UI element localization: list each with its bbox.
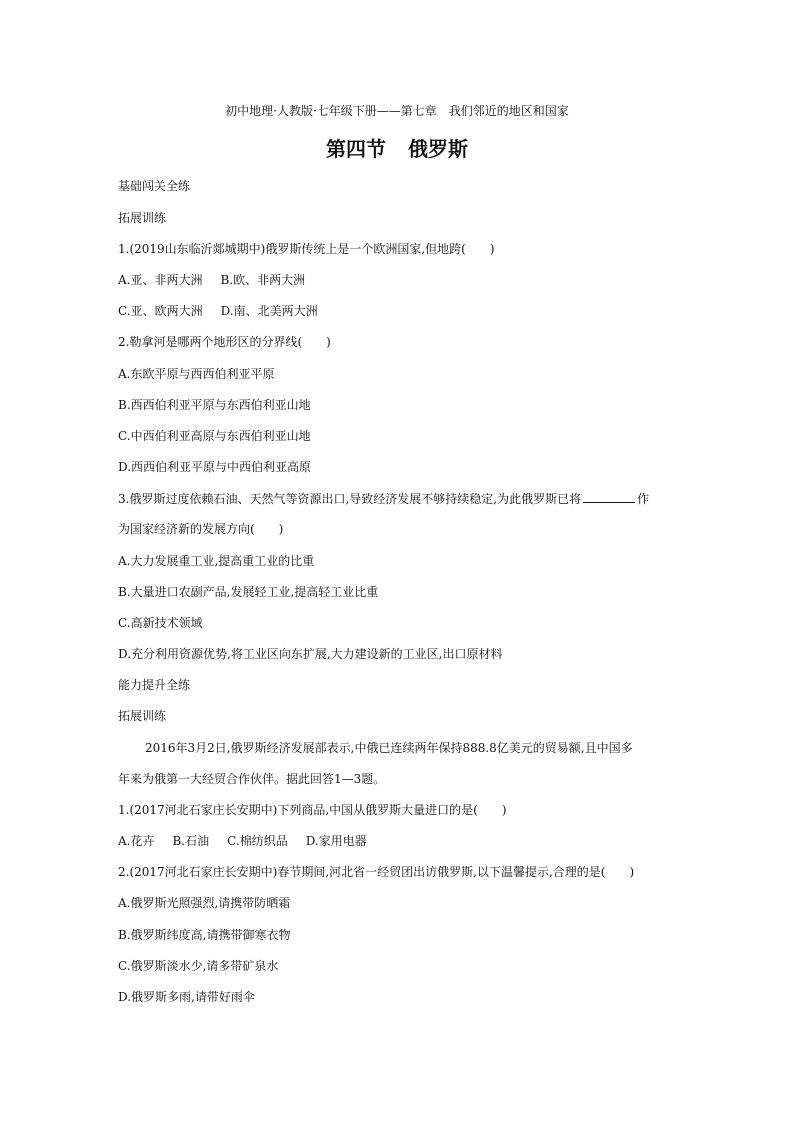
- question-2-stem: 2.勒拿河是哪两个地形区的分界线( ): [118, 335, 331, 349]
- section-heading-advanced: 能力提升全练: [118, 678, 191, 692]
- option-c: C.亚、欧两大洲: [118, 304, 203, 318]
- question-3-option-b: B.大量进口农副产品,发展轻工业,提高轻工业比重: [118, 585, 379, 599]
- subsection-heading-extension: 拓展训练: [118, 211, 167, 225]
- question-5-option-d: D.俄罗斯多雨,请带好雨伞: [118, 990, 255, 1004]
- option-b: B.石油: [172, 834, 210, 848]
- page-title: [0, 136, 794, 162]
- section-heading-basic: 基础闯关全练: [118, 179, 191, 193]
- question-2-option-b: B.西西伯利亚平原与东西伯利亚山地: [118, 398, 311, 412]
- question-1-options-row1: [118, 272, 305, 288]
- question-2-option-d: D.西西伯利亚平原与中西伯利亚高原: [118, 460, 312, 474]
- question-5-option-c: C.俄罗斯淡水少,请多带矿泉水: [118, 959, 279, 973]
- page-header: 初中地理·人教版·七年级下册——第七章 我们邻近的地区和国家: [225, 104, 569, 118]
- question-5-option-a: A.俄罗斯光照强烈,请携带防晒霜: [118, 896, 291, 910]
- option-a: A.花卉: [118, 834, 155, 848]
- question-3-stem-line2: 为国家经济新的发展方向( ): [118, 522, 284, 536]
- option-a: A.亚、非两大洲: [118, 273, 203, 287]
- question-1-options-row2: [118, 303, 318, 319]
- answer-blank: [583, 490, 635, 503]
- title-section-number: 第四节: [326, 137, 386, 161]
- question-4-stem: 1.(2017河北石家庄长安期中)下列商品,中国从俄罗斯大量进口的是( ): [118, 803, 507, 817]
- title-topic: 俄罗斯: [408, 137, 468, 161]
- question-3-option-a: A.大力发展重工业,提高重工业的比重: [118, 554, 315, 568]
- question-4-options: [118, 833, 367, 849]
- question-2-option-c: C.中西伯利亚高原与东西伯利亚山地: [118, 429, 311, 443]
- question-5-stem: 2.(2017河北石家庄长安期中)春节期间,河北省一经贸团出访俄罗斯,以下温馨提示,合理的是( ): [118, 865, 635, 879]
- passage-line1: 2016年3月2日,俄罗斯经济发展部表示,中俄已连续两年保持888.8亿美元的贸易额,且中国多: [145, 741, 633, 755]
- option-d: D.家用电器: [305, 834, 367, 848]
- option-b: B.欧、非两大洲: [220, 273, 306, 287]
- passage-line2: 年来为俄第一大经贸合作伙伴。据此回答1—3题。: [118, 772, 386, 786]
- question-5-option-b: B.俄罗斯纬度高,请携带御寒衣物: [118, 928, 291, 942]
- question-3-option-d: D.充分利用资源优势,将工业区向东扩展,大力建设新的工业区,出口原材料: [118, 647, 503, 661]
- question-3-option-c: C.高新技术领域: [118, 616, 203, 630]
- option-d: D.南、北美两大洲: [220, 304, 318, 318]
- option-c: C.棉纺织品: [227, 834, 288, 848]
- subsection-heading-extension-2: 拓展训练: [118, 709, 167, 723]
- question-2-option-a: A.东欧平原与西西伯利亚平原: [118, 367, 275, 381]
- question-3-stem-line1: 3.俄罗斯过度依赖石油、天然气等资源出口,导致经济发展不够持续稳定,为此俄罗斯已将 作: [118, 492, 650, 506]
- question-1-stem: 1.(2019山东临沂郯城期中)俄罗斯传统上是一个欧洲国家,但地跨( ): [118, 242, 495, 256]
